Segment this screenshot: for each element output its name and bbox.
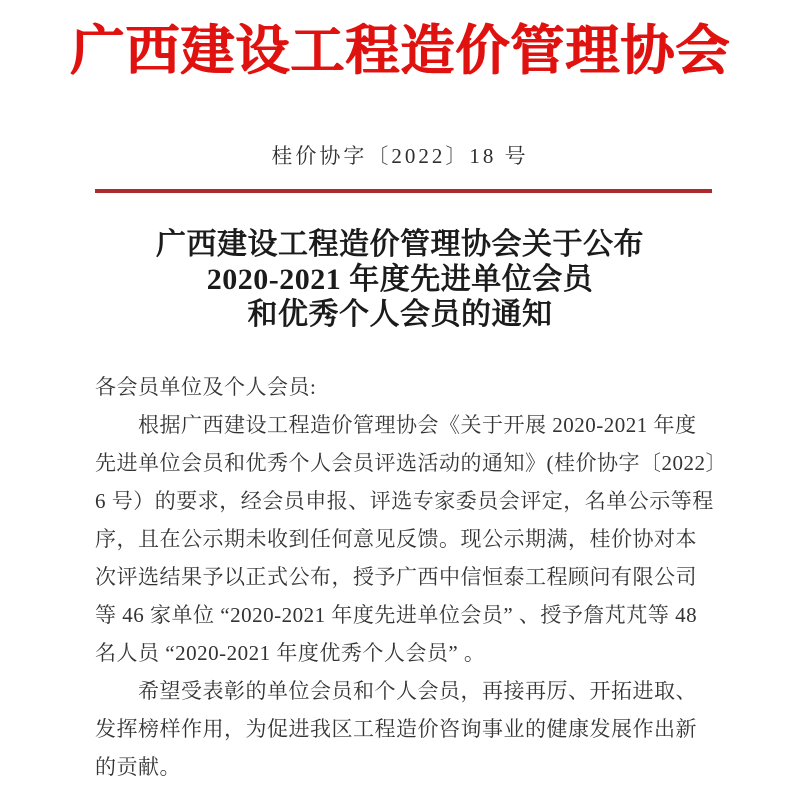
body-line: 根据广西建设工程造价管理协会《关于开展 2020-2021 年度 [138,413,697,437]
letterhead-title: 广西建设工程造价管理协会 [70,21,730,81]
red-divider-line [95,189,712,193]
body-line: 发挥榜样作用，为促进我区工程造价咨询事业的健康发展作出新 [95,717,697,741]
body-line: 的贡献。 [95,755,181,779]
notice-title-line-1: 广西建设工程造价管理协会关于公布 [156,228,644,261]
notice-title-line-2: 2020-2021 年度先进单位会员 [206,263,594,296]
body-line: 次评选结果予以正式公布，授予广西中信恒泰工程顾问有限公司 [95,565,697,589]
body-line: 先进单位会员和优秀个人会员评选活动的通知》(桂价协字〔2022〕 [95,451,727,475]
body-line: 希望受表彰的单位会员和个人会员，再接再厉、开拓进取、 [138,679,697,703]
notice-title [0,227,800,332]
body-line: 6 号）的要求，经会员申报、评选专家委员会评定，名单公示等程 [95,489,714,513]
doc-number: 桂价协字〔2022〕18 号 [271,144,529,168]
body-line: 序，且在公示期未收到任何意见反馈。现公示期满，桂价协对本 [95,527,697,551]
body-line: 名人员 “2020-2021 年度优秀个人会员” 。 [95,641,486,665]
body-line: 等 46 家单位 “2020-2021 年度先进单位会员” 、授予詹芃芃等 48 [95,603,698,627]
notice-body [95,368,727,786]
salutation-line: 各会员单位及个人会员: [95,375,317,399]
notice-title-line-3: 和优秀个人会员的通知 [247,298,553,331]
